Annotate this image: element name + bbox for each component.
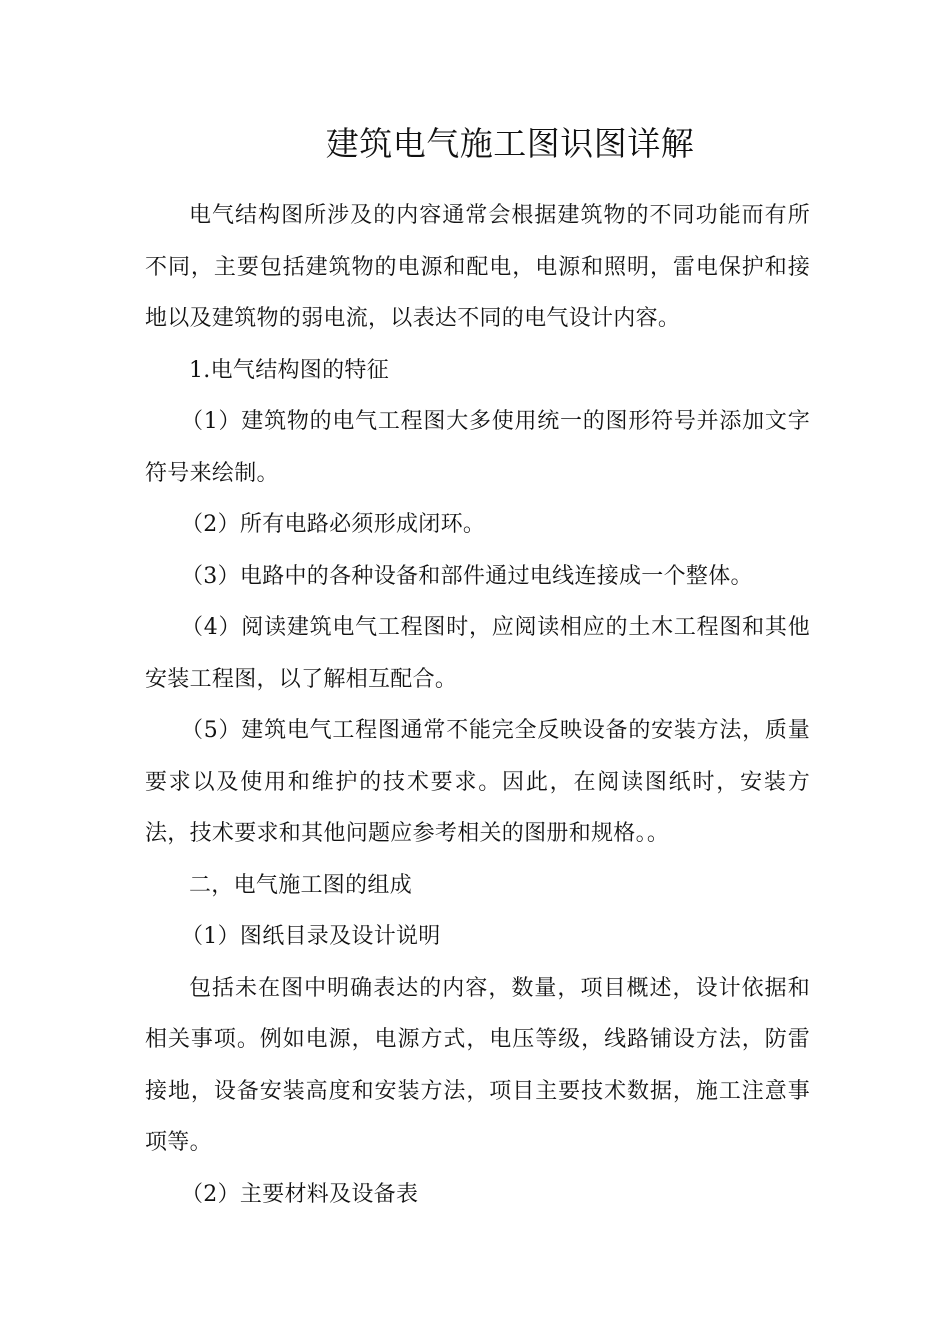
composition-item-1: （1）图纸目录及设计说明 [181, 924, 441, 949]
feature-item-3: （3）电路中的各种设备和部件通过电线连接成一个整体。 [181, 563, 753, 589]
feature-item-2: （2）所有电路必须形成闭环。 [181, 512, 486, 537]
feature-item-1: （1）建筑物的电气工程图大多使用统一的图形符号并添加文字符号来绘制。 [145, 409, 810, 486]
section-heading-composition: 二，电气施工图的组成 [189, 872, 413, 898]
intro-paragraph: 电气结构图所涉及的内容通常会根据建筑物的不同功能而有所不同，主要包括建筑物的电源和配电，电源和照明，雷电保护和接地以及建筑物的弱电流，以表达不同的电气设计内容。 [145, 203, 810, 331]
document-body [145, 190, 810, 1220]
document-title: 建筑电气施工图识图详解 [325, 124, 695, 163]
feature-item-5: （5）建筑电气工程图通常不能完全反映设备的安装方法，质量要求以及使用和维护的技术要求。因此，在阅读图纸时，安装方法，技术要求和其他问题应参考相关的图册和规格。。 [145, 718, 810, 846]
composition-description: 包括未在图中明确表达的内容，数量，项目概述，设计依据和相关事项。例如电源，电源方式，电压等级，线路铺设方法，防雷接地，设备安装高度和安装方法，项目主要技术数据，施工注意事项等。 [145, 975, 810, 1155]
section-heading-features: 1.电气结构图的特征 [189, 357, 389, 383]
composition-item-2: （2）主要材料及设备表 [181, 1181, 419, 1207]
feature-item-4: （4）阅读建筑电气工程图时，应阅读相应的土木工程图和其他安装工程图，以了解相互配合。 [145, 615, 810, 692]
